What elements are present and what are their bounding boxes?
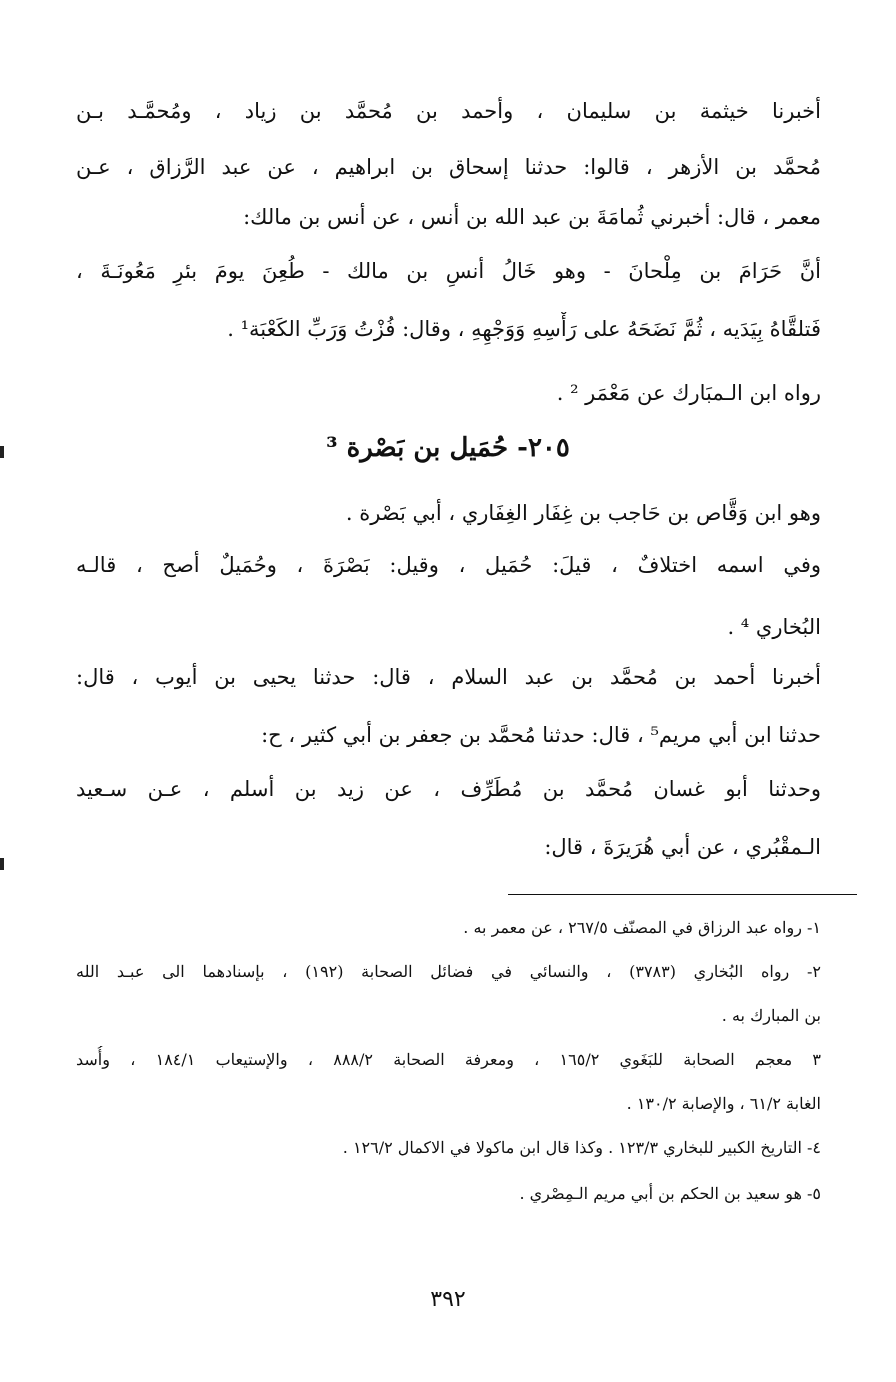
- scan-mark: [0, 858, 4, 870]
- footnote-separator: [508, 894, 857, 895]
- text-line: رواه ابن الـمبَارك عن مَعْمَر ² .: [556, 381, 821, 405]
- footnote: ٥- هو سعيد بن الحكم بن أبي مريم الـمِصْري .: [519, 1184, 821, 1203]
- footnote: الغابة ٦١/٢ ، والإصابة ١٣٠/٢ .: [626, 1094, 821, 1113]
- footnote: ١- رواه عبد الرزاق في المصنّف ٢٦٧/٥ ، عن معمر به .: [463, 918, 821, 937]
- text-line: وفي اسمه اختلافٌ ، قيلَ: حُمَيل ، وقيل: بَصْرَةَ ، وحُمَيلٌ أصح ، قالـه: [76, 553, 821, 577]
- text-line: الـمقْبُري ، عن أبي هُرَيرَةَ ، قال:: [544, 835, 821, 859]
- footnote: ٢- رواه البُخاري (٣٧٨٣) ، والنسائي في فضائل الصحابة (١٩٢) ، بإسنادهما الى عبـد الله: [76, 962, 821, 981]
- text-line: أخبرنا خيثمة بن سليمان ، وأحمد بن مُحمَّد بن زياد ، ومُحمَّـد بـن: [76, 99, 821, 123]
- section-heading: ٢٠٥- حُمَيل بن بَصْرة ³: [326, 433, 570, 463]
- text-line: حدثنا ابن أبي مريم⁵ ، قال: حدثنا مُحمَّد بن جعفر بن أبي كثير ، ح:: [261, 723, 821, 747]
- footnote: ٣ معجم الصحابة للبَغَوي ١٦٥/٢ ، ومعرفة الصحابة ٨٨٨/٢ ، والإستيعاب ١٨٤/١ ، وأُسد: [76, 1050, 821, 1069]
- page-number: ٣٩٢: [430, 1287, 466, 1312]
- text-line: البُخاري ⁴ .: [727, 615, 821, 639]
- text-line: أخبرنا أحمد بن مُحمَّد بن عبد السلام ، قال: حدثنا يحيى بن أيوب ، قال:: [76, 665, 821, 689]
- footnote: بن المبارك به .: [721, 1006, 821, 1025]
- text-line: مُحمَّد بن الأزهر ، قالوا: حدثنا إسحاق بن ابراهيم ، عن عبد الرَّزاق ، عـن: [76, 155, 821, 179]
- text-line: أنَّ حَرَامَ بن مِلْحانَ - وهو خَالُ أنسِ بن مالك - طُعِنَ يومَ بئرِ مَعُونَـةَ ،: [76, 259, 821, 283]
- footnote: ٤- التاريخ الكبير للبخاري ١٢٣/٣ . وكذا قال ابن ماكولا في الاكمال ١٢٦/٢ .: [342, 1138, 821, 1157]
- text-line: معمر ، قال: أخبرني ثُمامَةَ بن عبد الله بن أنس ، عن أنس بن مالك:: [243, 205, 821, 229]
- scan-mark: [0, 446, 4, 458]
- text-line: وحدثنا أبو غسان مُحمَّد بن مُطَرِّف ، عن زيد بن أسلم ، عـن سـعيد: [76, 777, 821, 801]
- text-line: فَتلقَّاهُ بِيَدَيه ، ثُمَّ نَضَحَهُ على رَأْسِهِ وَوَجْهِهِ ، وقال: فُزْتُ وَرَبِّ الكَعْبَة¹ .: [227, 317, 821, 341]
- text-line: وهو ابن وَقَّاص بن حَاجب بن غِفَار الغِفَاري ، أبي بَصْرة .: [345, 501, 821, 525]
